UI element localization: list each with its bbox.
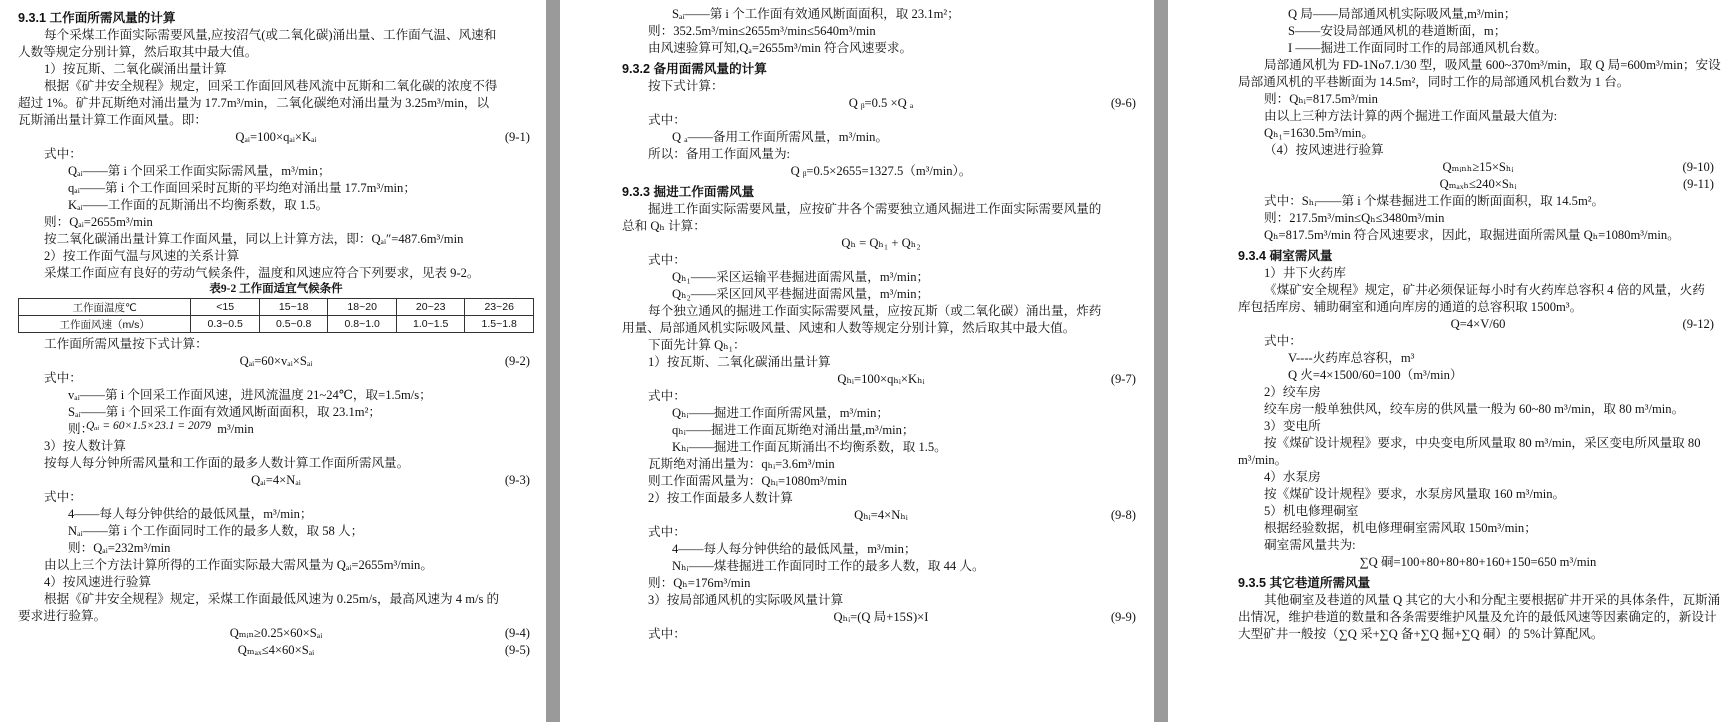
paragraph-line: 总和 Qₕ 计算： (622, 219, 706, 233)
paragraph-line: 式中： (648, 113, 686, 127)
variable-definition: qₐᵢ——第 i 个工作面回采时瓦斯的平均绝对涌出量 17.7m³/min； (68, 181, 416, 195)
result-line: 则：217.5m³/min≤Qₕ≤3480m³/min (1264, 211, 1445, 225)
result-line: 则：352.5m³/min≤2655m³/min≤5640m³/min (648, 24, 876, 38)
table-row (19, 316, 534, 333)
equation-9-2 (18, 353, 534, 370)
paragraph-line: 根据《矿井安全规程》规定，回采工作面回风巷风流中瓦斯和二氧化碳的浓度不得 (44, 79, 498, 93)
variable-definition: 4——每人每分钟供给的最低风量，m³/min； (672, 542, 917, 556)
section-heading-9-3-1: 9.3.1 工作面所需风量的计算 (18, 11, 176, 25)
equation-9-10 (1238, 159, 1718, 176)
variable-definition: Q 火=4×1500/60=100（m³/min） (1288, 368, 1463, 382)
paragraph-line: 局部通风机为 FD-1No7.1/30 型，吸风量 600~370m³/min，取 Q 局=600m³/min；安设 (1264, 58, 1721, 72)
paragraph-line: 由风速验算可知,Qₐ=2655m³/min 符合风速要求。 (648, 41, 913, 55)
unit-label: m³/min (217, 422, 254, 436)
equation-number: (9-8) (1110, 508, 1136, 522)
equation-number: (9-6) (1110, 96, 1136, 110)
equation-number: (9-4) (504, 626, 530, 640)
paragraph-line: 用量、局部通风机实际吸风量、风速和人数等规定分别计算，然后取其中最大值。 (622, 321, 1076, 335)
paragraph-line: 超过 1%。矿井瓦斯绝对涌出量为 17.7m³/min，二氧化碳绝对涌出量为 3.25m³/min，以 (18, 96, 490, 110)
subheading: 4）水泵房 (1264, 470, 1321, 484)
paragraph-line: 掘进工作面实际需要风量，应按矿井各个需要独立通风掘进工作面实际需要风量的 (648, 202, 1102, 216)
result-line: Qₕ₁=1630.5m³/min。 (1264, 126, 1374, 140)
subheading: 5）机电修理硐室 (1264, 504, 1359, 518)
paragraph-line: 库包括库房、辅助硐室和通向库房的通道的总容积取 1500m³。 (1238, 300, 1583, 314)
paragraph-line: 按二氧化碳涌出量计算工作面风量，同以上计算方法，即：Qₐᵢ″=487.6m³/min (44, 232, 464, 246)
equation-9-4 (18, 625, 534, 642)
variable-definition: Q 局——局部通风机实际吸风量,m³/min； (1288, 7, 1517, 21)
equation-number: (9-11) (1682, 177, 1714, 191)
subheading: 1）按瓦斯、二氧化碳涌出量计算 (648, 355, 831, 369)
variable-definition: qₕᵢ——掘进工作面瓦斯绝对涌出量,m³/min； (672, 423, 915, 437)
result-label: 则： (68, 422, 94, 436)
equation-expr: Q ᵦ=0.5 ×Q ₐ (848, 96, 914, 110)
variable-definition: S——安设局部通风机的巷道断面，m； (1288, 24, 1507, 38)
paragraph-line: 下面先计算 Qₕ₁： (648, 338, 746, 352)
paragraph-line: 硐室需风量共为: (1264, 538, 1356, 552)
table-cell: 20~23 (396, 299, 465, 316)
paragraph-line: 按《煤矿设计规程》要求，水泵房风量取 160 m³/min。 (1264, 487, 1566, 501)
paragraph-line: 每个独立通风的掘进工作面实际需要风量，应按瓦斯（或二氧化碳）涌出量，炸药 (648, 304, 1102, 318)
variable-definition: Qₕ₁——采区运输平巷掘进面需风量，m³/min； (672, 270, 930, 284)
variable-definition: Qₕ₂——采区回风平巷掘进面需风量，m³/min； (672, 287, 930, 301)
equation-sum (622, 235, 1140, 252)
section-heading-9-3-5: 9.3.5 其它巷道所需风量 (1238, 576, 1371, 590)
subheading: 3）变电所 (1264, 419, 1321, 433)
equation-9-5 (18, 642, 534, 659)
result-line: 则：Qₐᵢ=2655m³/min (44, 215, 153, 229)
equation-expr: Qₐᵢ=100×qₐᵢ×Kₐᵢ (235, 130, 317, 144)
table-row (19, 299, 534, 316)
equation-expr: Qₐᵢ=60×vₐᵢ×Sₐᵢ (239, 354, 313, 368)
variable-definition: Kₐᵢ——工作面的瓦斯涌出不均衡系数，取 1.5。 (68, 198, 329, 212)
table-cell: 23~26 (465, 299, 534, 316)
equation-expr: Qₕᵢ=4×Nₕᵢ (854, 508, 908, 522)
section-heading-9-3-3: 9.3.3 掘进工作面需风量 (622, 185, 755, 199)
document-page-2 (560, 0, 1154, 722)
equation-expr: Qₘₐₓₕ≤240×Sₕᵢ (1439, 177, 1517, 191)
paragraph-line: m³/min。 (1238, 453, 1288, 467)
variable-definition: Nₐᵢ——第 i 个工作面同时工作的最多人数，取 58 人； (68, 524, 364, 538)
variable-definition: vₐᵢ——第 i 个回采工作面风速，进风流温度 21~24℃，取=1.5m/s； (68, 388, 432, 402)
paragraph-line: 其他硐室及巷道的风量 Q 其它的大小和分配主要根据矿井开采的具体条件，瓦斯涌 (1264, 593, 1721, 607)
subheading: 1）井下火药库 (1264, 266, 1346, 280)
equation-expr: Qₐᵢ=4×Nₐᵢ (251, 473, 301, 487)
paragraph-line: 大型矿井一般按（∑Q 采+∑Q 备+∑Q 掘+∑Q 硐）的 5%计算配风。 (1238, 627, 1604, 641)
table-cell: 1.0~1.5 (396, 316, 465, 333)
paragraph-line: 由以上三个方法计算所得的工作面实际最大需风量为 Qₐᵢ=2655m³/min。 (44, 558, 433, 572)
paragraph-line: 人数等规定分别计算，然后取其中最大值。 (18, 45, 258, 59)
equation-expr: Qₘᵢₙ≥0.25×60×Sₐᵢ (229, 626, 323, 640)
paragraph-line: 按《煤矿设计规程》要求，中央变电所风量取 80 m³/min，采区变电所风量取 80 (1264, 436, 1701, 450)
section-heading-9-3-4: 9.3.4 硐室需风量 (1238, 249, 1333, 263)
paragraph-line: 式中： (648, 525, 686, 539)
paragraph-line: 瓦斯涌出量计算工作面风量。即： (18, 113, 207, 127)
equation-expr: Qₕ = Qₕ₁ + Qₕ₂ (841, 236, 921, 250)
paragraph-line: Qₕ=817.5m³/min 符合风速要求，因此，取掘进面所需风量 Qₕ=1080m³/min。 (1264, 228, 1680, 242)
table-cell: 0.5~0.8 (259, 316, 328, 333)
variable-definition: 4——每人每分钟供给的最低风量，m³/min； (68, 507, 313, 521)
subheading: 3）按人数计算 (44, 439, 126, 453)
variable-definition: V----火药库总容积，m³ (1288, 351, 1415, 365)
paragraph-line: 所以：备用工作面风量为: (648, 147, 791, 161)
paragraph-line: 按下式计算： (648, 79, 724, 93)
subheading: 2）按工作面最多人数计算 (648, 491, 793, 505)
paragraph-line: 工作面所需风量按下式计算： (44, 337, 208, 351)
table-caption: 表9-2 工作面适宜气候条件 (209, 283, 343, 295)
variable-definition: Kₕᵢ——掘进工作面瓦斯涌出不均衡系数，取 1.5。 (672, 440, 947, 454)
paragraph-line: 局部通风机的平巷断面为 14.5m²，同时工作的局部通风机台数为 1 台。 (1238, 75, 1630, 89)
paragraph-line: 出情况，维护巷道的数量和各条需要维护风量及允许的最低风速等因素确定的，新设计 (1238, 610, 1717, 624)
paragraph-line: 根据《矿井安全规程》规定，采煤工作面最低风速为 0.25m/s，最高风速为 4 m/s 的 (44, 592, 500, 606)
paragraph-line: 式中： (648, 627, 686, 641)
equation-result (622, 163, 1140, 180)
equation-number: (9-7) (1110, 372, 1136, 386)
result-line: 则：Qₕ=176m³/min (648, 576, 751, 590)
equation-9-11 (1238, 176, 1718, 193)
paragraph-line: 根据经验数据，机电修理硐室需风取 150m³/min； (1264, 521, 1537, 535)
table-cell: 0.8~1.0 (328, 316, 397, 333)
equation-9-12 (1238, 316, 1718, 333)
paragraph-line: 绞车房一般单独供风，绞车房的供风量一般为 60~80 m³/min，取 80 m³/min。 (1264, 402, 1685, 416)
table-cell: 15~18 (259, 299, 328, 316)
variable-definition: Qₐᵢ——第 i 个回采工作面实际需风量，m³/min； (68, 164, 331, 178)
document-page-3 (1168, 0, 1728, 722)
equation-expr: Qₘₐₓ≤4×60×Sₐᵢ (237, 643, 315, 657)
subheading: 2）绞车房 (1264, 385, 1321, 399)
equation-9-9 (622, 609, 1140, 626)
equation-9-7 (622, 371, 1140, 388)
table-cell: 工作面温度℃ (19, 299, 191, 316)
equation-expr: Q ᵦ=0.5×2655=1327.5（m³/min）。 (790, 164, 972, 178)
subheading: （4）按风速进行验算 (1264, 143, 1384, 157)
equation-number: (9-2) (504, 354, 530, 368)
table-cell: 工作面风速（m/s） (19, 316, 191, 333)
paragraph-line: 式中：Sₕᵢ——第 i 个煤巷掘进工作面的断面面积，取 14.5m²。 (1264, 194, 1605, 208)
document-page-1 (0, 0, 546, 722)
table-cell: 18~20 (328, 299, 397, 316)
equation-number: (9-10) (1682, 160, 1714, 174)
result-line: 则：Qₐᵢ=232m³/min (68, 541, 171, 555)
table-cell: <15 (191, 299, 260, 316)
equation-expr: Qₕᵢ=100×qₕᵢ×Kₕᵢ (837, 372, 925, 386)
equation-9-1 (18, 129, 534, 146)
variable-definition: Q ₐ——备用工作面所需风量，m³/min。 (672, 130, 889, 144)
equation-number: (9-3) (504, 473, 530, 487)
paragraph-line: 由以上三种方法计算的两个掘进工作面风量最大值为: (1264, 109, 1558, 123)
equation-expr: Q=4×V/60 (1450, 317, 1506, 331)
climate-table (18, 298, 534, 333)
subheading: 4）按风速进行验算 (44, 575, 152, 589)
result-line (18, 421, 534, 438)
equation-number: (9-1) (504, 130, 530, 144)
equation-number: (9-5) (504, 643, 530, 657)
paragraph-line: 式中： (44, 147, 82, 161)
equation-expr: Qₕᵢ=(Q 局+15S)×I (833, 610, 929, 624)
equation-expr: ∑Q 硐=100+80+80+80+160+150=650 m³/min (1359, 555, 1597, 569)
result-line: 则：Qₕᵢ=817.5m³/min (1264, 92, 1378, 106)
subheading: 3）按局部通风机的实际吸风量计算 (648, 593, 844, 607)
inline-formula: Qₐᵢ = 60×1.5×23.1 = 2079 (86, 420, 212, 432)
paragraph-line: 式中： (44, 371, 82, 385)
paragraph-line: 每个采煤工作面实际需要风量,应按沼气(或二氧化碳)涌出量、工作面气温、风速和 (44, 28, 497, 42)
paragraph-line: 《煤矿安全规程》规定，矿井必须保证每小时有火药库总容积 4 倍的风量，火药 (1264, 283, 1705, 297)
equation-9-8 (622, 507, 1140, 524)
equation-9-6 (622, 95, 1140, 112)
paragraph-line: 采煤工作面应有良好的劳动气候条件，温度和风速应符合下列要求，见表 9-2。 (44, 266, 480, 280)
section-heading-9-3-2: 9.3.2 备用面需风量的计算 (622, 62, 767, 76)
paragraph-line: 则工作面需风量为：Qₕᵢ=1080m³/min (648, 474, 847, 488)
variable-definition: Nₕᵢ——煤巷掘进工作面同时工作的最多人数，取 44 人。 (672, 559, 985, 573)
variable-definition: Sₐᵢ——第 i 个工作面有效通风断面面积，取 23.1m²； (672, 7, 960, 21)
equation-chamber-sum (1238, 554, 1718, 571)
equation-expr: Qₘᵢₙₕ≥15×Sₕᵢ (1442, 160, 1514, 174)
paragraph-line: 要求进行验算。 (18, 609, 107, 623)
equation-number: (9-9) (1110, 610, 1136, 624)
equation-number: (9-12) (1682, 317, 1714, 331)
variable-definition: I ——掘进工作面同时工作的局部通风机台数。 (1288, 41, 1548, 55)
table-cell: 0.3~0.5 (191, 316, 260, 333)
subheading: 1）按瓦斯、二氧化碳涌出量计算 (44, 62, 227, 76)
variable-definition: Sₐᵢ——第 i 个回采工作面有效通风断面面积，取 23.1m²； (68, 405, 381, 419)
subheading: 2）按工作面气温与风速的关系计算 (44, 249, 240, 263)
paragraph-line: 按每人每分钟所需风量和工作面的最多人数计算工作面所需风量。 (44, 456, 410, 470)
paragraph-line: 瓦斯绝对涌出量为：qₕᵢ=3.6m³/min (648, 457, 835, 471)
table-cell: 1.5~1.8 (465, 316, 534, 333)
paragraph-line: 式中： (648, 253, 686, 267)
variable-definition: Qₕᵢ——掘进工作面所需风量，m³/min； (672, 406, 889, 420)
equation-9-3 (18, 472, 534, 489)
paragraph-line: 式中： (1264, 334, 1302, 348)
paragraph-line: 式中： (44, 490, 82, 504)
paragraph-line: 式中： (648, 389, 686, 403)
